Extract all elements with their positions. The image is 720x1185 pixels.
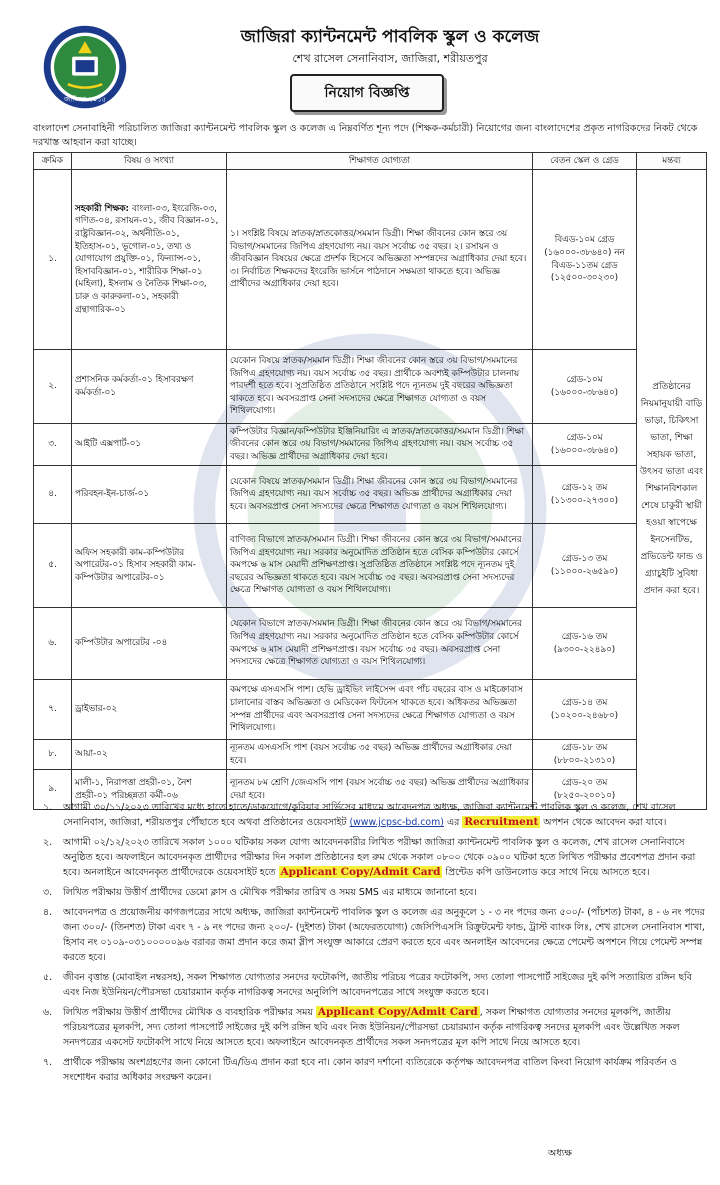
row-sl: ৯. bbox=[34, 770, 72, 810]
table-row bbox=[34, 350, 707, 424]
note-item bbox=[33, 970, 705, 1000]
note-item bbox=[33, 1005, 705, 1050]
row-sl: ৪. bbox=[34, 466, 72, 524]
row-scale: গ্রেড-১৬ তম (৯৩০০-২২৪৯০) bbox=[533, 608, 637, 680]
row-post: প্রশাসনিক কর্মকর্তা-০১ হিসাবরক্ষণ কর্মকর্তা-০১ bbox=[72, 350, 227, 424]
row-sl: ৭. bbox=[34, 680, 72, 740]
note-number: ৬. bbox=[43, 1007, 53, 1018]
row-post: আয়া-০২ bbox=[72, 740, 227, 770]
header-post: বিষয় ও সংখ্যা bbox=[72, 153, 227, 170]
row-post: কম্পিউটার অপারেটর -০৪ bbox=[72, 608, 227, 680]
note-text bbox=[63, 800, 705, 830]
note-number: ৫. bbox=[43, 972, 53, 983]
remark-cell: প্রতিষ্ঠানের নিয়মানুযায়ী বাড়ি ভাড়া, চিকিৎসা ভাতা, শিক্ষা সহায়ক ভাতা, উৎসব ভাতা এবং শিক্ষানবিশকাল শেষে চাকুরী স্থায়ী হওয়া স্বাপেক্ষে ইনসেনটিভ, প্রভিডেন্ট ফান্ড ও গ্র্যাচুইটি সুবিধা প্রদান করা হবে। bbox=[637, 170, 707, 810]
note-text bbox=[63, 1005, 705, 1050]
row-sl: ৫. bbox=[34, 524, 72, 608]
note-text: লিখিত পরীক্ষায় উত্তীর্ণ প্রার্থীদের ডেমো ক্লাস ও মৌখিক পরীক্ষার তারিখ ও সময় SMS এর মাধ্যমে জানানো হবে। bbox=[63, 887, 477, 898]
note-text: প্রার্থীকে পরীক্ষায় অংশগ্রহণের জন্য কোনো টিএ/ডিএ প্রদান করা হবে না। কোন কারণ দর্শানো ব্যতিরেকে কর্তৃপক্ষ আবেদনপত্র বাতিল কিংবা নিয়োগ কার্যক্রম পরিবর্তন ও সংশোধন করার অধিকার সংরক্ষণ করেন। bbox=[63, 1057, 677, 1083]
row-qualification: ১। সংশ্লিষ্ট বিষয়ে স্নাতক/স্নাতকোত্তর/সমমান ডিগ্রী। শিক্ষা জীবনের কোন স্তরে ৩য় বিভাগ/সমমানের জিপিএ গ্রহণযোগ্য নয়। বয়স সর্বোচ্চ ৩৫ বছর। ২। রসায়ন ও জীববিজ্ঞান বিষয়ের ক্ষেত্রে প্রদর্শক হিসেবে অভিজ্ঞতা সম্পন্নদের অগ্রাধিকার দেয়া হবে। ৩। নির্বাচিত শিক্ষকদের ইংরেজি ভার্সনে পাঠদানে সক্ষমতা থাকতে হবে। অভিজ্ঞ প্রার্থীদের অগ্রাধিকার দেয়া হবে। bbox=[227, 170, 533, 350]
note-text bbox=[63, 835, 705, 880]
note-text-part: , সকল শিক্ষাগত যোগ্যতার সনদের মূলকপি, জাতীয় পরিচয়পত্রের মূলকপি, সদ্য তোলা পাসপোর্ট সাইজের দুই কপি রঙ্গিন ছবি এবং নিজ ইউনিয়ন/পৌরসভা চেয়ারম্যান কর্তৃক নাগরিকত্ব সনদের মূলকপি এবং উল্লেখিত সকল সনদপত্রের একসেট ফটোকপি সাথে নিয়ে আসতে হবে। অফলাইনে আবেদনকৃত প্রার্থীদের সকল সনদপত্রের মূল কপি সাথে নিয়ে আসতে হবে। bbox=[63, 1007, 680, 1048]
note-number: ৭. bbox=[43, 1057, 53, 1068]
row-sl: ১. bbox=[34, 170, 72, 350]
row-post: পরিবহন-ইন-চার্জ-০১ bbox=[72, 466, 227, 524]
row-qualification: যেকোন বিষয়ে স্নাতক/সমমান ডিগ্রী। শিক্ষা জীবনের কোন স্তরে ৩য় বিভাগ/সমমানের জিপিএ গ্রহণযোগ্য নয়। বয়স সর্বোচ্চ ৩৫ বছর। অভিজ্ঞ প্রার্থীদের অগ্রাধিকার দেয়া হবে। অবসরপ্রাপ্ত সেনা সদস্যদের ক্ষেত্রে শিক্ষাগত যোগ্যতা ও বয়স শিথিলযোগ্য। bbox=[227, 466, 533, 524]
row-qualification: ন্যূনতম ৮ম শ্রেণি /জেএসসি পাশ (বয়স সর্বোচ্চ ৩৫ বছর) অভিজ্ঞ প্রার্থীদের অগ্রাধিকার দেয়া হবে। bbox=[227, 770, 533, 810]
note-text: আবেদনপত্র ও প্রয়োজনীয় কাগজপত্রের সাথে অধ্যক্ষ, জাজিরা ক্যান্টনমেন্ট পাবলিক স্কুল ও কলেজ এর অনুকূলে ১ - ৩ নং পদের জন্য ৫০০/- (পাঁচশত) টাকা, ৪ - ৬ নং পদের জন্য ৩০০/- (তিনশত) টাকা এবং ৭ - ৯ নং পদের জন্য ২০০/- (দুইশত) টাকা (অফেরতযোগ্য) জেসিপিএসসি রিক্রুটমেন্ট ফান্ড, ট্রাস্ট ব্যাংক লিঃ, শেখ রাসেল সেনানিবাস শাখা, হিসাব নং ০১০৯-০৩১০০০০০৯৬ বরাবর জমা প্রদান করে জমা স্লীপ সংযুক্ত আকারে প্রেরণ করতে হবে এবং অনলাইন আবেদনের ক্ষেত্রে পেমেন্ট অপশনে গিয়ে পেমেন্ট সম্পন্ন করতে হবে। bbox=[63, 907, 705, 963]
row-post: ড্রাইভার-০২ bbox=[72, 680, 227, 740]
header-remark: মন্তব্য bbox=[637, 153, 707, 170]
table-row bbox=[34, 608, 707, 680]
table-row bbox=[34, 424, 707, 466]
table-row bbox=[34, 524, 707, 608]
table-row bbox=[34, 680, 707, 740]
header-scale: বেতন স্কেল ও গ্রেড bbox=[533, 153, 637, 170]
note-number: ৩. bbox=[43, 887, 53, 898]
row-post-text: বাংলা-০৩, ইংরেজি-০৩, গণিত-০৪, রসায়ন-০১, জীব বিজ্ঞান-০১, রাষ্ট্রবিজ্ঞান-০২, অর্থনীতি-০১, ইতিহাস-০১, ভূগোল-০১, তথ্য ও যোগাযোগ প্রযুক্তি-০১, ফিন্যান্স-০১, হিসাববিজ্ঞান-০১, শারীরিক শিক্ষা-০১ (মহিলা), ইসলাম ও নৈতিক শিক্ষা-০৩, চারু ও কারুকলা-০১, সহকারী গ্রন্থাগারিক-০১ bbox=[75, 203, 219, 315]
note-item bbox=[33, 1055, 705, 1085]
row-scale: গ্রেড-১০ম (১৬০০০-৩৮৬৪০) bbox=[533, 350, 637, 424]
row-post-title: সহকারী শিক্ষক: bbox=[75, 203, 130, 214]
row-scale: গ্রেড-১৩ তম (১১০০০-২৬৫৯০) bbox=[533, 524, 637, 608]
admit-card-highlight: Applicant Copy/Admit Card bbox=[280, 866, 441, 878]
row-scale: গ্রেড-১২ তম (১১৩০০-২৭৩০০) bbox=[533, 466, 637, 524]
note-item bbox=[33, 905, 705, 965]
note-item bbox=[33, 835, 705, 880]
note-text-part: লিখিত পরীক্ষায় উত্তীর্ণ প্রার্থীদের মৌখিক ও ব্যবহারিক পরীক্ষার সময় bbox=[63, 1007, 316, 1018]
header bbox=[0, 0, 720, 120]
row-qualification: কমপক্ষে এসএসসি পাশ। হেভি ড্রাইভিং লাইসেন্স এবং পাঁচ বছরের বাস ও মাইক্রোবাস চালানোর বাস্তব অভিজ্ঞতা ও মেডিকেল ফিটনেস থাকতে হবে। অধিকতর অভিজ্ঞতা সম্পন্ন প্রার্থীদের এবং অবসরপ্রাপ্ত সেনা সদস্যদের ক্ষেত্রে শিক্ষাগত যোগ্যতা ও বয়স শিথিলযোগ্য। bbox=[227, 680, 533, 740]
note-number: ৪. bbox=[43, 907, 53, 918]
row-scale: বিএড-১০ম গ্রেড (১৬০০০-৩৮৬৪০) নন বিএড-১১তম গ্রেড (১২৫০০-৩০২৩০) bbox=[533, 170, 637, 350]
notice-title: নিয়োগ বিজ্ঞপ্তি bbox=[290, 74, 444, 112]
school-address: শেখ রাসেল সেনানিবাস, জাজিরা, শরীয়তপুর bbox=[292, 52, 488, 65]
notes-list bbox=[33, 800, 705, 1090]
header-sl: ক্রমিক bbox=[34, 153, 72, 170]
note-item bbox=[33, 800, 705, 830]
note-text-part: আগামী ০২/১২/২০২৩ তারিখে সকাল ১০০০ ঘটিকায় সকল যোগ্য আবেদনকারীর লিখিত পরীক্ষা জাজিরা ক্যান্টনমেন্ট পাবলিক স্কুল ও কলেজ, শেখ রাসেল সেনানিবাসে অনুষ্ঠিত হবে। অফলাইনে আবেদনকৃত প্রার্থীদের পরীক্ষার দিন সকাল প্রতিষ্ঠানের হল রুম থেকে সকাল ০৮০০ থেকে ০৯০০ ঘটিকা হতে লিখিত পরীক্ষার প্রবেশপত্র প্রদান করা হবে। অনলাইনে আবেদনকৃত প্রার্থীদেরকে ওয়েবসাইট হতে bbox=[63, 837, 696, 878]
note-item bbox=[33, 885, 705, 900]
row-post: মালী-১, নিরাপত্তা প্রহরী-০১, নৈশ প্রহরী-০১ পরিচ্ছন্নতা কর্মী-০৬ bbox=[72, 770, 227, 810]
recruitment-highlight: Recruitment bbox=[464, 816, 539, 828]
note-text-part: আগামী ৩০/১১/২০২৩ তারিখের মধ্যে হাতে হাতে/ডাকযোগে/কুরিয়ার সার্ভিসের মাধ্যমে আবেদনপত্র অধ্যক্ষ, জাজিরা ক্যান্টনমেন্ট পাবলিক স্কুল ও কলেজ, শেখ রাসেল সেনানিবাস, জাজিরা, শরীয়তপুর পৌঁছাতে হবে অথবা প্রতিষ্ঠানের ওয়েবসাইট bbox=[63, 802, 676, 828]
table-row bbox=[34, 170, 707, 350]
website-link[interactable]: (www.jcpsc-bd.com) bbox=[349, 817, 444, 828]
row-sl: ৬. bbox=[34, 608, 72, 680]
logo-text: জাজিরা ২০১৫ bbox=[63, 95, 107, 104]
row-scale: গ্রেড-১৪ তম (১০২০০-২৪৬৮০) bbox=[533, 680, 637, 740]
row-qualification: যেকোন বিভাগে স্নাতক/সমমান ডিগ্রী। শিক্ষা জীবনের কোন স্তরে ৩য় বিভাগ/সমমানের জিপিএ গ্রহণযোগ্য নয়। সরকার অনুমোদিত প্রতিষ্ঠান হতে বেসিক কম্পিউটার কোর্সে কমপক্ষে ৬ মাস মেয়াদী প্রশিক্ষণপ্রাপ্ত। বয়স সর্বোচ্চ ৩৫ বছর। অবসরপ্রাপ্ত সেনা সদস্যদের ক্ষেত্রে শিক্ষাগত যোগ্যতা ও বয়স শিথিলযোগ্য। bbox=[227, 608, 533, 680]
row-post: আইটি এক্সপার্ট-০১ bbox=[72, 424, 227, 466]
table-row bbox=[34, 740, 707, 770]
intro-text: বাংলাদেশ সেনাবাহিনী পরিচালিত জাজিরা ক্যান্টনমেন্ট পাবলিক স্কুল ও কলেজ এ নিম্নবর্ণিত শূন্য পদে (শিক্ষক-কর্মচারী) নিয়োগের জন্য বাংলাদেশের প্রকৃত নাগরিকদের নিকট থেকে দরখাস্ত আহবান করা যাচ্ছে। bbox=[33, 123, 698, 148]
row-sl: ৩. bbox=[34, 424, 72, 466]
row-post bbox=[72, 170, 227, 350]
row-scale: গ্রেড-১৮ তম (৮৮০০-২১৩১০) bbox=[533, 740, 637, 770]
row-scale: গ্রেড-১০ম (১৬০০০-৩৮৬৪০) bbox=[533, 424, 637, 466]
row-qualification: বাণিজ্য বিভাগে স্নাতক/সমমান ডিগ্রী। শিক্ষা জীবনের কোন স্তরে ৩য় বিভাগ/সমমানের জিপিএ গ্রহণযোগ্য নয়। সরকার অনুমোদিত প্রতিষ্ঠান হতে বেসিক কম্পিউটার কোর্সে কমপক্ষে ৬ মাস মেয়াদী প্রশিক্ষণপ্রাপ্ত। সুপ্রতিষ্ঠিত প্রতিষ্ঠানে সংশ্লিষ্ট পদে ন্যূনতম দুই বছরের অভিজ্ঞতা থাকতে হবে। বয়স সর্বোচ্চ ৩৫ বছর। অবসরপ্রাপ্ত সেনা সদস্যদের ক্ষেত্রে শিক্ষাগত যোগ্যতা ও বয়স শিথিলযোগ্য। bbox=[227, 524, 533, 608]
posts-table bbox=[33, 152, 707, 810]
row-post: অফিস সহকারী কাম-কম্পিউটার অপারেটর-০১ হিসাব সহকারী কাম-কম্পিউটার অপারেটর-০১ bbox=[72, 524, 227, 608]
note-number: ১. bbox=[43, 802, 53, 813]
row-qualification: ন্যূনতম এসএসসি পাশ (বয়স সর্বোচ্চ ৩৫ বছর) অভিজ্ঞ প্রার্থীদের অগ্রাধিকার দেয়া হবে। bbox=[227, 740, 533, 770]
row-sl: ৮. bbox=[34, 740, 72, 770]
row-scale: গ্রেড-২০ তম (৮২৫০-২০০১০) bbox=[533, 770, 637, 810]
header-qualification: শিক্ষাগত যোগ্যতা bbox=[227, 153, 533, 170]
note-number: ২. bbox=[43, 837, 53, 848]
note-text: জীবন বৃত্তান্ত (মোবাইল নম্বরসহ), সকল শিক্ষাগত যোগ্যতার সনদের ফটোকপি, জাতীয় পরিচয় পত্রের ফটোকপি, সদ্য তোলা পাসপোর্ট সাইজের দুই কপি সত্যায়িত রঙ্গিন ছবি এবং নিজ ইউনিয়ন/পৌরসভা চেয়ারম্যান কর্তৃক নাগরিকত্ব সনদের অনুলিপি আবেদনপত্রের সাথে সংযুক্ত করতে হবে। bbox=[63, 972, 692, 998]
row-qualification: যেকোন বিষয়ে স্নাতক/সমমান ডিগ্রী। শিক্ষা জীবনের কোন স্তরে ৩য় বিভাগ/সমমানের জিপিএ গ্রহণযোগ্য নয়। বয়স সর্বোচ্চ ৩৫ বছর। প্রার্থীকে অবশ্যই কম্পিউটার চালনায় পারদর্শী হতে হবে। সুপ্রতিষ্ঠিত প্রতিষ্ঠানে সংশ্লিষ্ট পদে ন্যূনতম দুই বছরের অভিজ্ঞতা থাকতে হবে। অবসরপ্রাপ্ত সেনা সদস্যদের ক্ষেত্রে শিক্ষাগত যোগ্যতা ও বয়স শিথিলযোগ্য। bbox=[227, 350, 533, 424]
table-header-row bbox=[34, 153, 707, 170]
note-text-part: প্রিন্টেড কপি ডাউনলোড করে সাথে নিয়ে আসতে হবে। bbox=[442, 867, 650, 878]
table-row bbox=[34, 466, 707, 524]
note-text-part: অপশন থেকে আবেদন করা যাবে। bbox=[540, 817, 667, 828]
school-name: জাজিরা ক্যান্টনমেন্ট পাবলিক স্কুল ও কলেজ bbox=[240, 27, 540, 47]
signature: অধ্যক্ষ bbox=[548, 1148, 573, 1159]
admit-card-highlight: Applicant Copy/Admit Card bbox=[317, 1006, 478, 1018]
note-text-part: এর bbox=[443, 817, 463, 828]
row-qualification: কম্পিউটার বিজ্ঞান/কম্পিউটার ইঞ্জিনিয়ারিং এ স্নাতক/স্নাতকোত্তর/সমমান ডিগ্রী। শিক্ষা জীবনের কোন স্তরে ৩য় বিভাগ/সমমানের জিপিএ গ্রহণযোগ্য নয়। বয়স সর্বোচ্চ ৩৫ বছর। অভিজ্ঞ প্রার্থীদের অগ্রাধিকার দেয়া হবে। bbox=[227, 424, 533, 466]
row-sl: ২. bbox=[34, 350, 72, 424]
